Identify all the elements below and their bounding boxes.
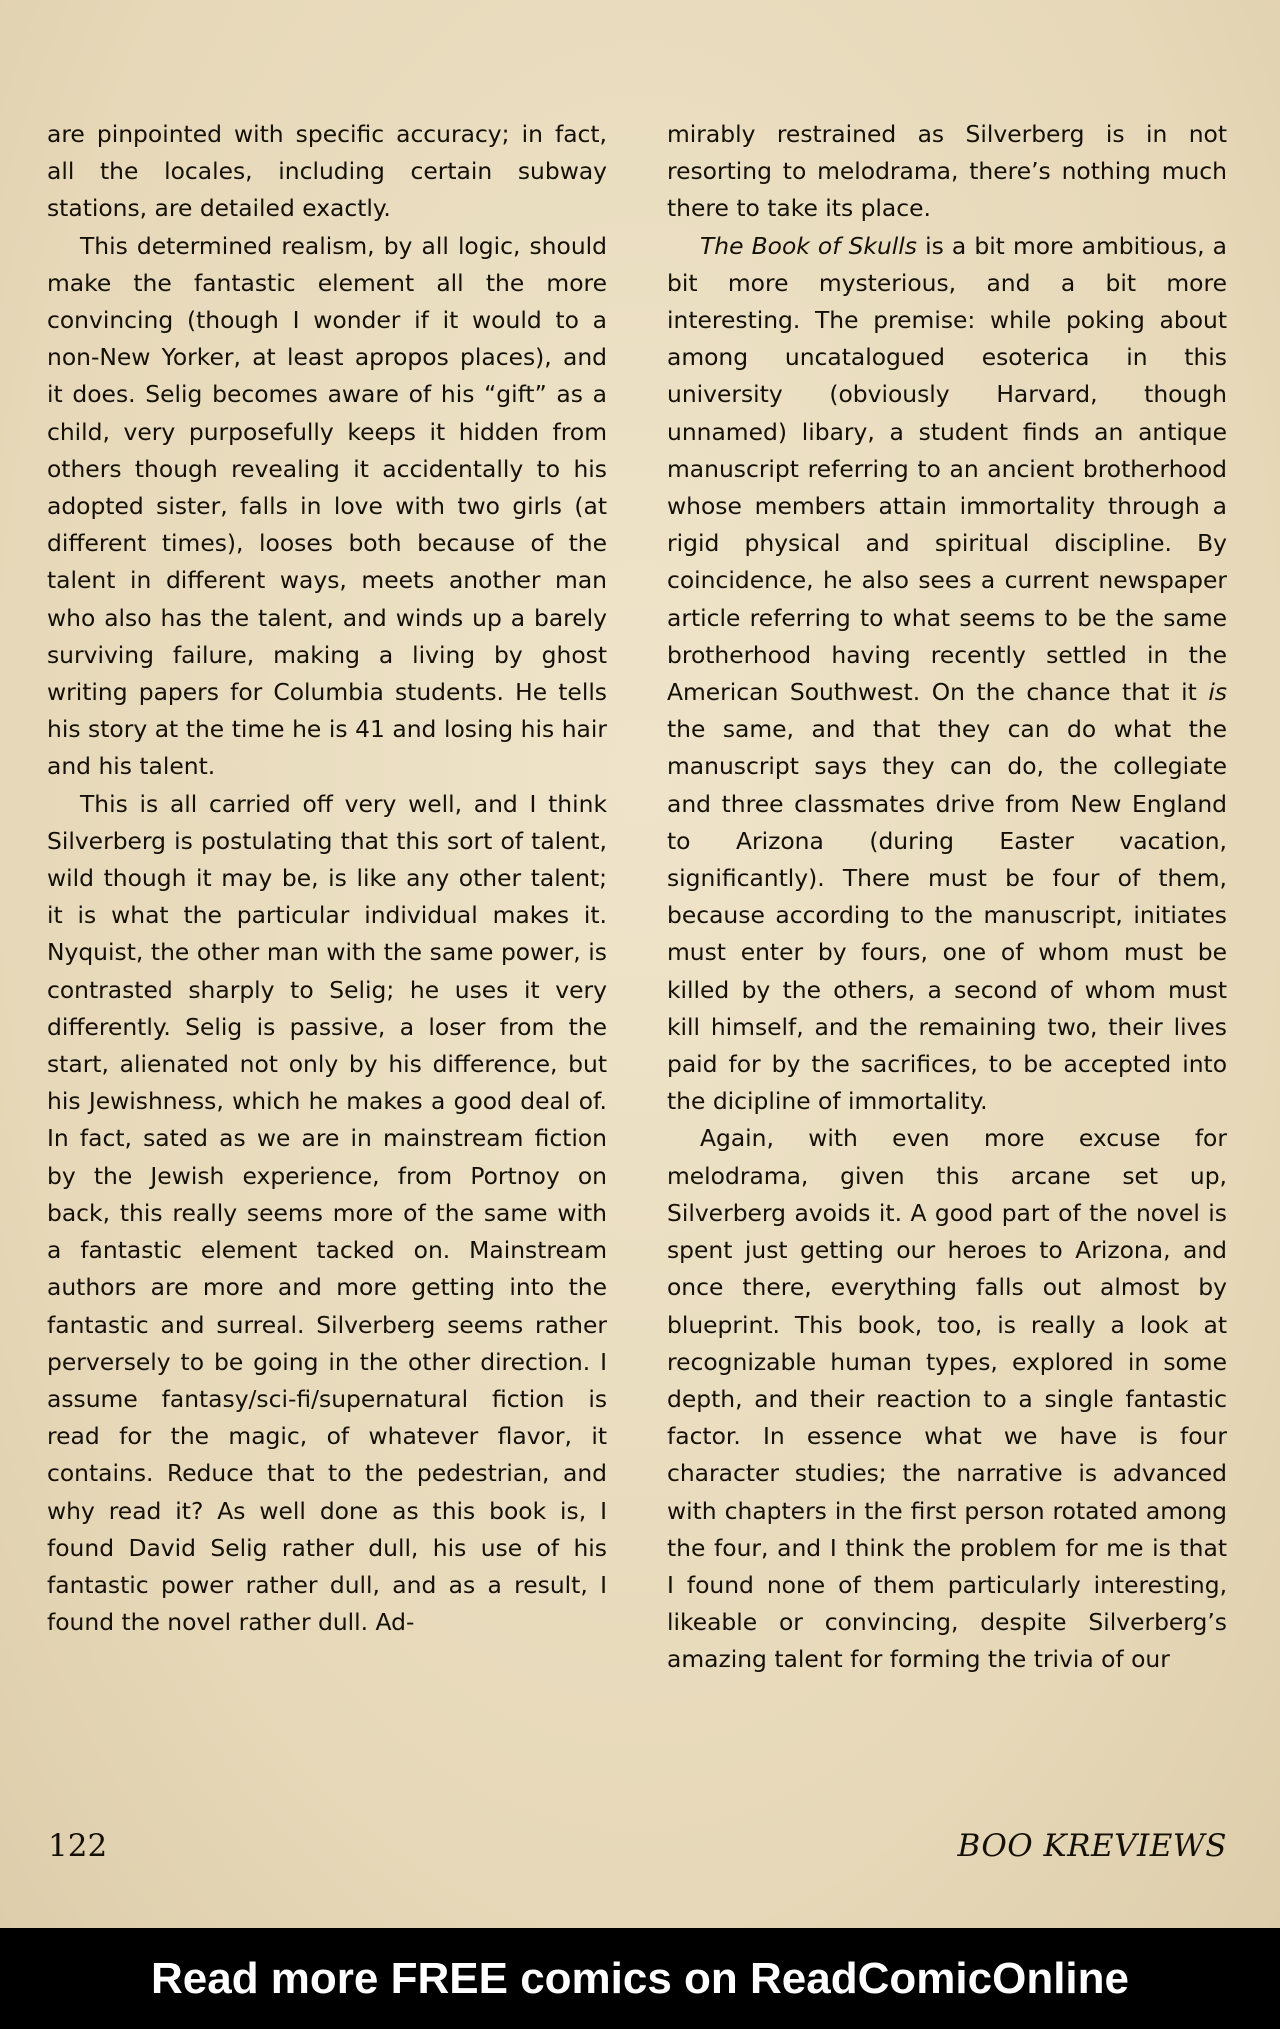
book-title-italic: The Book of Skulls: [700, 231, 917, 260]
paragraph-right-2-text: is a bit more ambitious, a bit more mysterious, and a bit more interesting. The premise: while poking about among uncatalogued esoterica in this university (obviously Harvard, though unnamed) libary, a student finds an antique manuscript referring to an ancient brotherhood whose members attain immortality through a rigid physical and spiritual discipline. By coincidence, he also sees a current newspaper article referring to what seems to be the same brotherhood having recently settled in the American Southwest. On the chance that it: [667, 231, 1227, 707]
paragraph-left-1: are pinpointed with specific accuracy; in fact, all the locales, including certain subway stations, are detailed exactly.: [47, 120, 607, 223]
paragraph-right-3: Again, with even more excuse for melodrama, given this arcane set up, Silverberg avoids it. A good part of the novel is spent just getting our heroes to Arizona, and once there, everything falls out almost by blueprint. This book, too, is really a look at recognizable human types, explored in some depth, and their reaction to a single fantastic factor. In essence what we have is four character studies; the narrative is advanced with chapters in the first person rotated among the four, and I think the problem for me is that I found none of them particularly interesting, likeable or convincing, despite Silverberg’s amazing talent for forming the trivia of our: [667, 1124, 1227, 1674]
article-right-column: [667, 116, 1227, 1679]
paragraph-left-2: This determined realism, by all logic, should make the fantastic element all the more convincing (though I wonder if it would to a non-New Yorker, at least apropos places), and it does. Selig becomes aware of his “gift” as a child, very purposefully keeps it hidden from others though revealing it accidentally to his adopted sister, falls in love with two girls (at different times), looses both because of the talent in different ways, meets another man who also has the talent, and winds up a barely surviving failure, making a living by ghost writing papers for Columbia students. He tells his story at the time he is 41 and losing his hair and his talent.: [47, 231, 607, 781]
paragraph-right-1: mirably restrained as Silverberg is in not resorting to melodrama, there’s nothing much there to take its place.: [667, 120, 1227, 223]
paragraph-right-2-text-cont: the same, and that they can do what the manuscript says they can do, the collegiate and three classmates drive from New England to Arizona (during Easter vacation, significantly). There must be four of them, because according to the manuscript, initiates must enter by fours, one of whom must be killed by the others, a second of whom must kill himself, and the remaining two, their lives paid for by the sacrifices, to be accepted into the dicipline of immortality.: [667, 715, 1227, 1116]
section-title: BOO KREVIEWS: [957, 1828, 1227, 1864]
paragraph-left-3: This is all carried off very well, and I think Silverberg is postulating that this sort of talent, wild though it may be, is like any other talent; it is what the particular individual makes it. Nyquist, the other man with the same power, is contrasted sharply to Selig; he uses it very differently. Selig is passive, a loser from the start, alienated not only by his difference, but his Jewishness, which he makes a good deal of. In fact, sated as we are in mainstream fiction by the Jewish experience, from Portnoy on back, this really seems more of the same with a fantastic element tacked on. Mainstream authors are more and more getting into the fantastic and surreal. Silverberg seems rather perversely to be going in the other direction. I assume fantasy/sci-fi/supernatural fiction is read for the magic, of whatever flavor, it contains. Reduce that to the pedestrian, and why read it? As well done as this book is, I found David Selig rather dull, his use of his fantastic power rather dull, and as a result, I found the novel rather dull. Ad-: [47, 789, 607, 1637]
paragraph-right-2: [667, 228, 1227, 1121]
emphasis-italic: is: [1208, 678, 1227, 707]
article-left-column: [47, 116, 607, 1641]
promo-banner-text[interactable]: Read more FREE comics on ReadComicOnline: [150, 1954, 1129, 2003]
promo-banner[interactable]: [0, 1928, 1280, 2029]
page-number: 122: [48, 1828, 108, 1864]
